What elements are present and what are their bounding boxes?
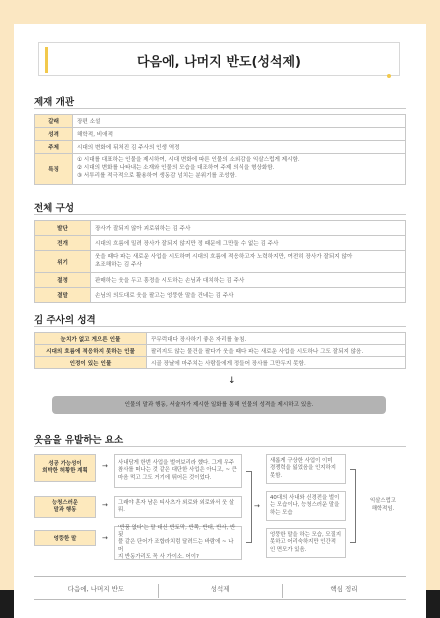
section-overview-heading: 제재 개관 <box>34 94 74 108</box>
bracket-connector <box>350 469 356 543</box>
table-row: 전개 시대의 흐름에 밀려 장사가 잘되지 않지만 정 때문에 그만둘 수 없는 김 주사 <box>35 236 406 251</box>
divider <box>34 214 406 215</box>
table-row: 주제 시대의 변화에 뒤처진 김 주사의 인생 역정 <box>35 141 406 154</box>
character-table <box>34 332 406 369</box>
motive-label: 엉뚱한 말 <box>34 530 96 546</box>
motive-quote: 사내담게 한번 사업을 벌여보리라 했다. 그게 우주 참사를 떠나는 것 같은 대단한 사업은 아니고, ~ 큰 마음 먹고 그도 거기에 뛰어든 것이었다. <box>114 454 242 488</box>
title-box <box>38 42 400 76</box>
divider <box>34 446 406 447</box>
title-accent-dot <box>387 74 391 78</box>
motive-result: 엉뚱한 말을 하는 모습, 모질지 못하고 어리숙하지만 인간적 인 면모가 있음. <box>266 528 346 558</box>
arrow-right-icon: → <box>254 502 260 510</box>
motive-quote: '반품 없다'는 말 대신 반토막, 반쪽, 반대, 반사, 반됫 풀 같은 단어가 조합라치럼 달려드는 바람에 ~ 나머 지 반동가리도 꼭 사 가이소. 어이? <box>114 526 242 560</box>
table-row: 결말 손님의 의도대로 웃을 팔고는 엉뚱한 말을 건네는 김 주사 <box>35 288 406 303</box>
table-row: 발단 장사가 잘되지 않아 괴로워하는 김 주사 <box>35 221 406 236</box>
table-row: 갈래 장편 소설 <box>35 115 406 128</box>
table-row: 절정 판매하는 웃을 두고 흥정을 시도하는 손님과 대치하는 김 주사 <box>35 273 406 288</box>
bracket-connector <box>246 471 252 543</box>
table-row: 눈치가 없고 게으른 인물 꾸무럭대다 장사하기 좋은 자리를 놓침. <box>35 333 406 345</box>
arrow-right-icon: → <box>102 462 108 470</box>
motive-quote: 그래야 혼자 남은 티사츠가 외로와 외로와서 웃 살뭐. <box>114 496 242 518</box>
table-row: 위기 웃을 때다 파는 새로운 사업을 시도하며 시대의 흐름에 적응하고자 노력하지만, 여전히 장사가 잘되지 않아 초조해하는 김 주사 <box>35 251 406 273</box>
footer-author: 성석제 <box>210 585 230 593</box>
table-row: 인정이 있는 인물 시골 장날에 마주치는 사람들에게 정들어 장사를 그만두지 못함. <box>35 357 406 369</box>
footer-section-name: 핵심 정리 <box>330 585 358 593</box>
motive-label: 능청스러운 말과 행동 <box>34 496 96 518</box>
divider <box>34 326 406 327</box>
motive-result: 새롭게 구상한 사업이 이미 경쟁력을 잃었음을 인지하지 못함. <box>266 454 346 484</box>
overview-table <box>34 114 406 185</box>
footer-work-title: 다음에, 나머지 반도 <box>67 585 125 593</box>
motive-label: 성공 가능성이 희박한 허황한 계획 <box>34 454 96 482</box>
section-character-heading: 김 주사의 성격 <box>34 312 96 326</box>
divider <box>34 108 406 109</box>
character-summary: 인물의 말과 행동, 서술자가 제시한 일화를 통해 인물의 성격을 제시하고 있음. <box>52 396 386 414</box>
page-title: 다음에, 나머지 반도(성석제) <box>136 55 301 70</box>
arrow-right-icon: → <box>102 501 108 509</box>
footer <box>34 576 406 600</box>
motive-conclusion: 익살스럽고 해학적임. <box>369 498 397 512</box>
table-row: 특징 ① 시대를 대표하는 인물을 제시하여, 시대 변화에 따른 인물의 소외감을 익살스럽게 제시함. ② 시대의 변화를 나타내는 소재와 인물의 모습을 대조하여 주제 의식을 형상화함. ③ 서투리를 적극적으로 활용하여 생동감 넘치는 분위기를 조성함. <box>35 154 406 185</box>
arrow-right-icon: → <box>102 534 108 542</box>
table-row: 성격 해학적, 비애적 <box>35 128 406 141</box>
worksheet <box>14 24 426 618</box>
arrow-down-icon: ↓ <box>228 376 236 386</box>
motive-result: 40대의 사내와 신경전을 벌이 는 모습이나, 능청스러운 말을 하는 모습 <box>266 491 346 521</box>
section-plot-heading: 전체 구성 <box>34 200 74 214</box>
plot-table <box>34 220 406 303</box>
table-row: 시대의 흐름에 적응하지 못하는 인물 팔리지도 않는 물건을 팔다가 웃을 때다 파는 새로운 사업을 시도하나 그도 잘되지 않음. <box>35 345 406 357</box>
section-motives-heading: 웃음을 유발하는 요소 <box>34 432 123 446</box>
